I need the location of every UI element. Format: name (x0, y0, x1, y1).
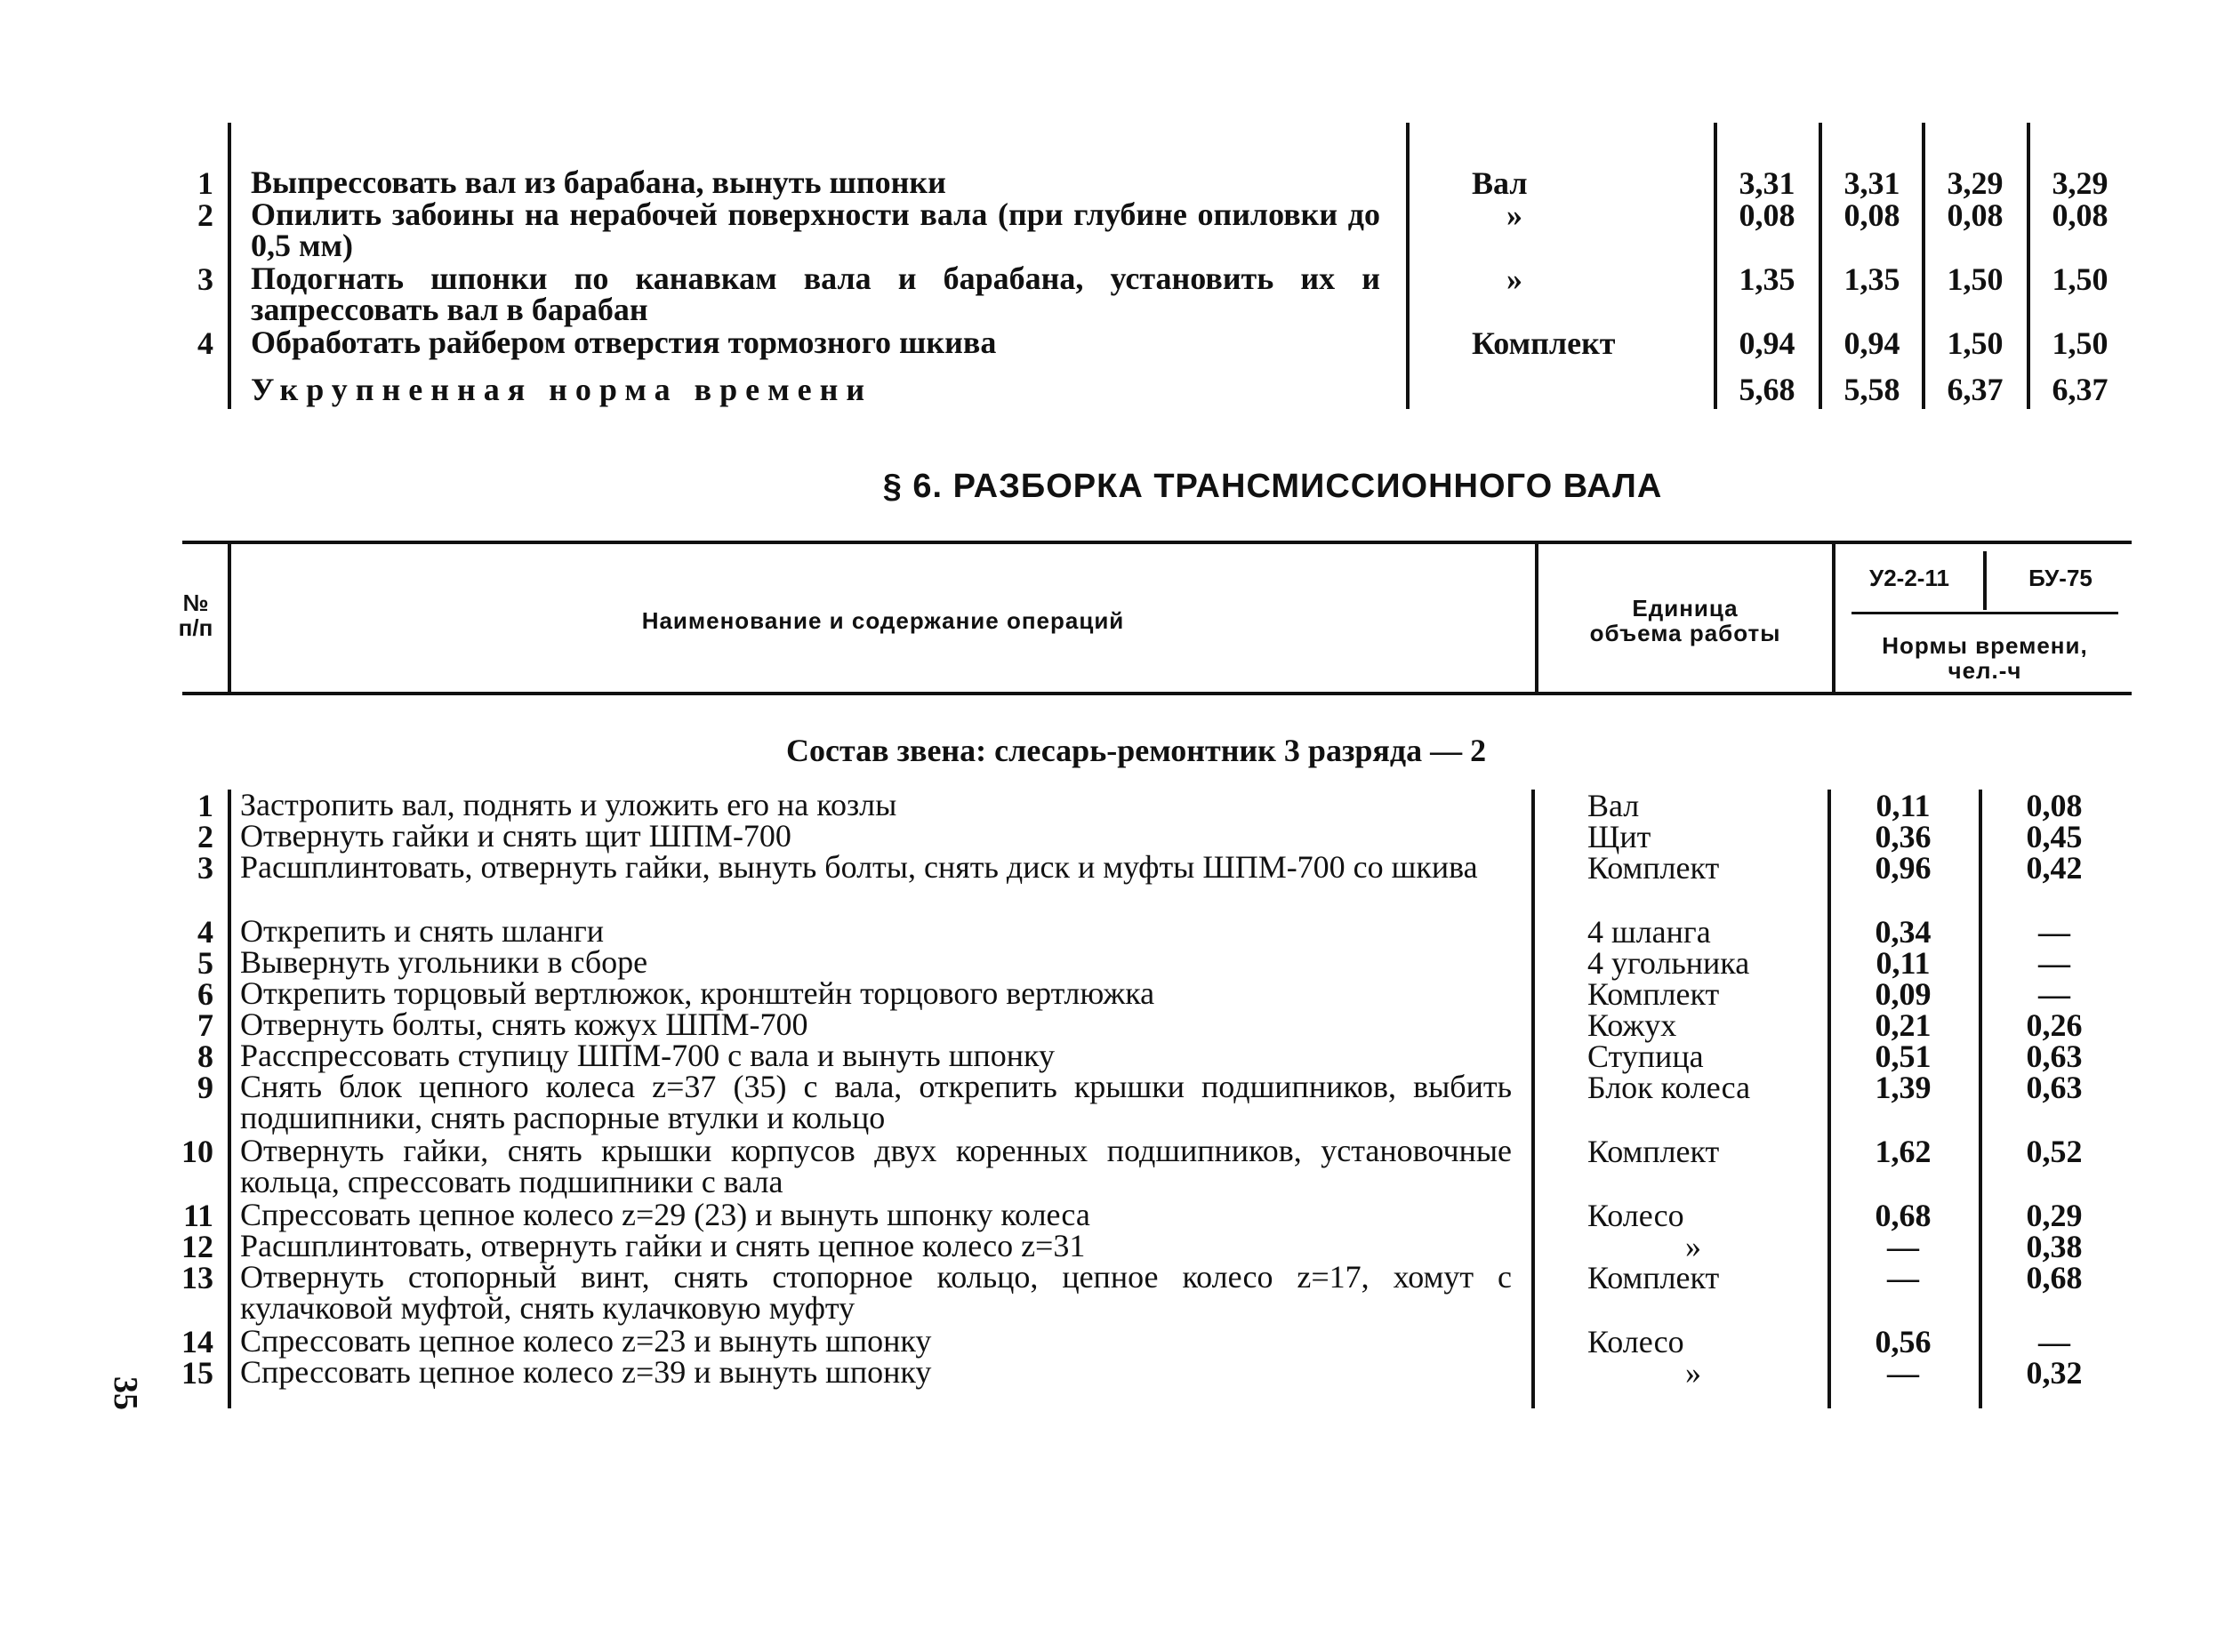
norm-value-bu75: 0,29 (2026, 1198, 2083, 1233)
norm-value-u2: 0,09 (1875, 976, 1932, 1012)
norm-value: 1,50 (2052, 325, 2109, 361)
operation-text: Отвернуть гайки, снять крышки корпусов двух коренных подшипников, установочные кольца, спрессовать подшипники с вала (240, 1133, 1512, 1199)
header-unit: Единица объема работы (1589, 595, 1781, 646)
operation-text: Расшплинтовать, отвернуть гайки и снять цепное колесо z=31 (240, 1228, 1086, 1263)
unit-text: Комплект (1587, 1134, 1720, 1169)
norm-value-bu75: 0,63 (2026, 1039, 2083, 1074)
row-number: 12 (181, 1229, 213, 1264)
operation-text: Спрессовать цепное колесо z=39 и вынуть шпонку (240, 1354, 932, 1390)
norm-value-u2: 0,34 (1875, 914, 1932, 950)
norm-value-u2: 1,62 (1875, 1134, 1932, 1169)
total-value: 5,68 (1739, 372, 1795, 407)
top-table-rule (2027, 123, 2030, 409)
unit-text: » (1506, 261, 1522, 297)
row-number: 4 (197, 914, 213, 950)
header-model-bu75: БУ-75 (2028, 565, 2092, 591)
norm-value-u2: 0,56 (1875, 1324, 1932, 1359)
norm-value: 0,08 (1843, 197, 1900, 233)
crew-composition: Состав звена: слесарь-ремонтник 3 разряда — 2 (786, 733, 1487, 768)
total-value: 6,37 (1947, 372, 2004, 407)
norm-value-bu75: 0,45 (2026, 819, 2083, 854)
row-number: 4 (197, 325, 213, 361)
total-value: 6,37 (2052, 372, 2109, 407)
unit-text: Колесо (1587, 1324, 1684, 1359)
norm-value: 3,29 (2052, 165, 2109, 201)
header-norms: Нормы времени, чел.-ч (1882, 632, 2088, 684)
operation-text: Вывернуть угольники в сборе (240, 944, 648, 980)
row-number: 1 (197, 165, 213, 201)
row-number: 6 (197, 976, 213, 1012)
top-table-rule (1819, 123, 1822, 409)
row-number: 14 (181, 1324, 213, 1359)
operation-text: Снять блок цепного колеса z=37 (35) с вала, открепить крышки подшипников, выбить подшипники, снять распорные втулки и кольцо (240, 1069, 1512, 1135)
norm-value: 0,08 (1947, 197, 2004, 233)
row-number: 1 (197, 788, 213, 823)
unit-text: Ступица (1587, 1039, 1704, 1074)
table-rule (228, 790, 231, 1408)
row-number: 13 (181, 1260, 213, 1295)
unit-text: Комплект (1587, 850, 1720, 886)
norm-value-bu75: — (2038, 1324, 2070, 1359)
operation-text: Расспрессовать ступицу ШПМ-700 с вала и вынуть шпонку (240, 1038, 1055, 1073)
norm-value-u2: 0,96 (1875, 850, 1932, 886)
row-number: 7 (197, 1007, 213, 1043)
operation-text: Опилить забоины на нерабочей поверхности вала (при глубине опиловки до 0,5 мм) (251, 196, 1380, 263)
norm-value-bu75: 0,32 (2026, 1355, 2083, 1391)
row-number: 2 (197, 819, 213, 854)
operation-text: Открепить и снять шланги (240, 913, 605, 949)
header-bottom-rule (182, 692, 2132, 695)
top-table-rule (228, 123, 231, 409)
norm-value-u2: 0,21 (1875, 1007, 1932, 1043)
row-number: 10 (181, 1134, 213, 1169)
norm-value: 3,31 (1739, 165, 1795, 201)
norm-value-u2: 1,39 (1875, 1070, 1932, 1105)
norm-value-u2: 0,68 (1875, 1198, 1932, 1233)
norm-value: 0,94 (1739, 325, 1795, 361)
row-number: 15 (181, 1355, 213, 1391)
total-label: Укрупненная норма времени (251, 372, 873, 407)
operation-text: Обработать райбером отверстия тормозного шкива (251, 325, 997, 360)
norm-value-bu75: 0,26 (2026, 1007, 2083, 1043)
unit-text: Комплект (1587, 1260, 1720, 1295)
header-top-rule (182, 541, 2132, 544)
unit-text: Комплект (1587, 976, 1720, 1012)
norm-value: 1,50 (1947, 261, 2004, 297)
top-table-rule (1714, 123, 1717, 409)
norm-value-bu75: — (2038, 914, 2070, 950)
norm-value-bu75: — (2038, 945, 2070, 981)
unit-text: Кожух (1587, 1007, 1677, 1043)
top-table-rule (1406, 123, 1410, 409)
row-number: 2 (197, 197, 213, 233)
norm-value-u2: 0,11 (1876, 788, 1931, 823)
page-number: 35 (107, 1376, 144, 1410)
table-rule (1531, 790, 1535, 1408)
unit-text: » (1685, 1355, 1701, 1391)
operation-text: Застропить вал, поднять и уложить его на козлы (240, 787, 897, 822)
operation-text: Спрессовать цепное колесо z=23 и вынуть шпонку (240, 1323, 932, 1359)
norm-value-bu75: 0,68 (2026, 1260, 2083, 1295)
norm-value-bu75: 0,38 (2026, 1229, 2083, 1264)
norm-value-u2: — (1887, 1260, 1919, 1295)
operation-text: Отвернуть болты, снять кожух ШПМ-700 (240, 1006, 808, 1042)
norm-value-bu75: — (2038, 976, 2070, 1012)
norm-value: 0,94 (1843, 325, 1900, 361)
row-number: 9 (197, 1070, 213, 1105)
unit-text: » (1506, 197, 1522, 233)
row-number: 3 (197, 261, 213, 297)
total-value: 5,58 (1843, 372, 1900, 407)
unit-text: Вал (1472, 165, 1528, 201)
unit-text: Комплект (1472, 325, 1616, 361)
norm-value-bu75: 0,52 (2026, 1134, 2083, 1169)
norm-value-u2: — (1887, 1229, 1919, 1264)
unit-text: Вал (1587, 788, 1640, 823)
row-number: 3 (197, 850, 213, 886)
table-rule (1979, 790, 1982, 1408)
row-number: 5 (197, 945, 213, 981)
norm-value: 3,31 (1843, 165, 1900, 201)
row-number: 11 (182, 1198, 213, 1233)
unit-text: Щит (1587, 819, 1651, 854)
norm-value: 1,35 (1843, 261, 1900, 297)
operation-text: Расшплинтовать, отвернуть гайки, вынуть болты, снять диск и муфты ШПМ-700 со шкива (240, 849, 1478, 885)
operation-text: Отвернуть гайки и снять щит ШПМ-700 (240, 818, 791, 854)
header-mid-rule (1851, 612, 2118, 614)
norm-value: 3,29 (1947, 165, 2004, 201)
table-rule (1827, 790, 1831, 1408)
unit-text: Блок колеса (1587, 1070, 1751, 1105)
operation-text: Спрессовать цепное колесо z=29 (23) и вынуть шпонку колеса (240, 1197, 1090, 1232)
norm-value: 0,08 (2052, 197, 2109, 233)
header-number: № п/п (178, 589, 213, 641)
norm-value-u2: — (1887, 1355, 1919, 1391)
operation-text: Открепить торцовый вертлюжок, кронштейн торцового вертлюжка (240, 975, 1155, 1011)
norm-value-bu75: 0,42 (2026, 850, 2083, 886)
unit-text: » (1685, 1229, 1701, 1264)
operation-text: Подогнать шпонки по канавкам вала и барабана, установить их и запрессовать вал в барабан (251, 261, 1380, 327)
norm-value-u2: 0,36 (1875, 819, 1932, 854)
norm-value-bu75: 0,08 (2026, 788, 2083, 823)
norm-value-u2: 0,11 (1876, 945, 1931, 981)
header-operation-name: Наименование и содержание операций (641, 607, 1125, 634)
norm-value: 0,08 (1739, 197, 1795, 233)
norm-value-u2: 0,51 (1875, 1039, 1932, 1074)
unit-text: Колесо (1587, 1198, 1684, 1233)
operation-text: Выпрессовать вал из барабана, вынуть шпонки (251, 164, 946, 200)
operation-text: Отвернуть стопорный винт, снять стопорное кольцо, цепное колесо z=17, хомут с кулачковой муфтой, снять кулачковую муфту (240, 1259, 1512, 1326)
row-number: 8 (197, 1039, 213, 1074)
norm-value-bu75: 0,63 (2026, 1070, 2083, 1105)
norm-value: 1,50 (1947, 325, 2004, 361)
top-table-rule (1922, 123, 1925, 409)
unit-text: 4 угольника (1587, 945, 1750, 981)
header-model-u2: У2-2-11 (1869, 565, 1949, 591)
norm-value: 1,50 (2052, 261, 2109, 297)
unit-text: 4 шланга (1587, 914, 1711, 950)
section-title: § 6. РАЗБОРКА ТРАНСМИССИОННОГО ВАЛА (882, 468, 1663, 505)
norm-value: 1,35 (1739, 261, 1795, 297)
